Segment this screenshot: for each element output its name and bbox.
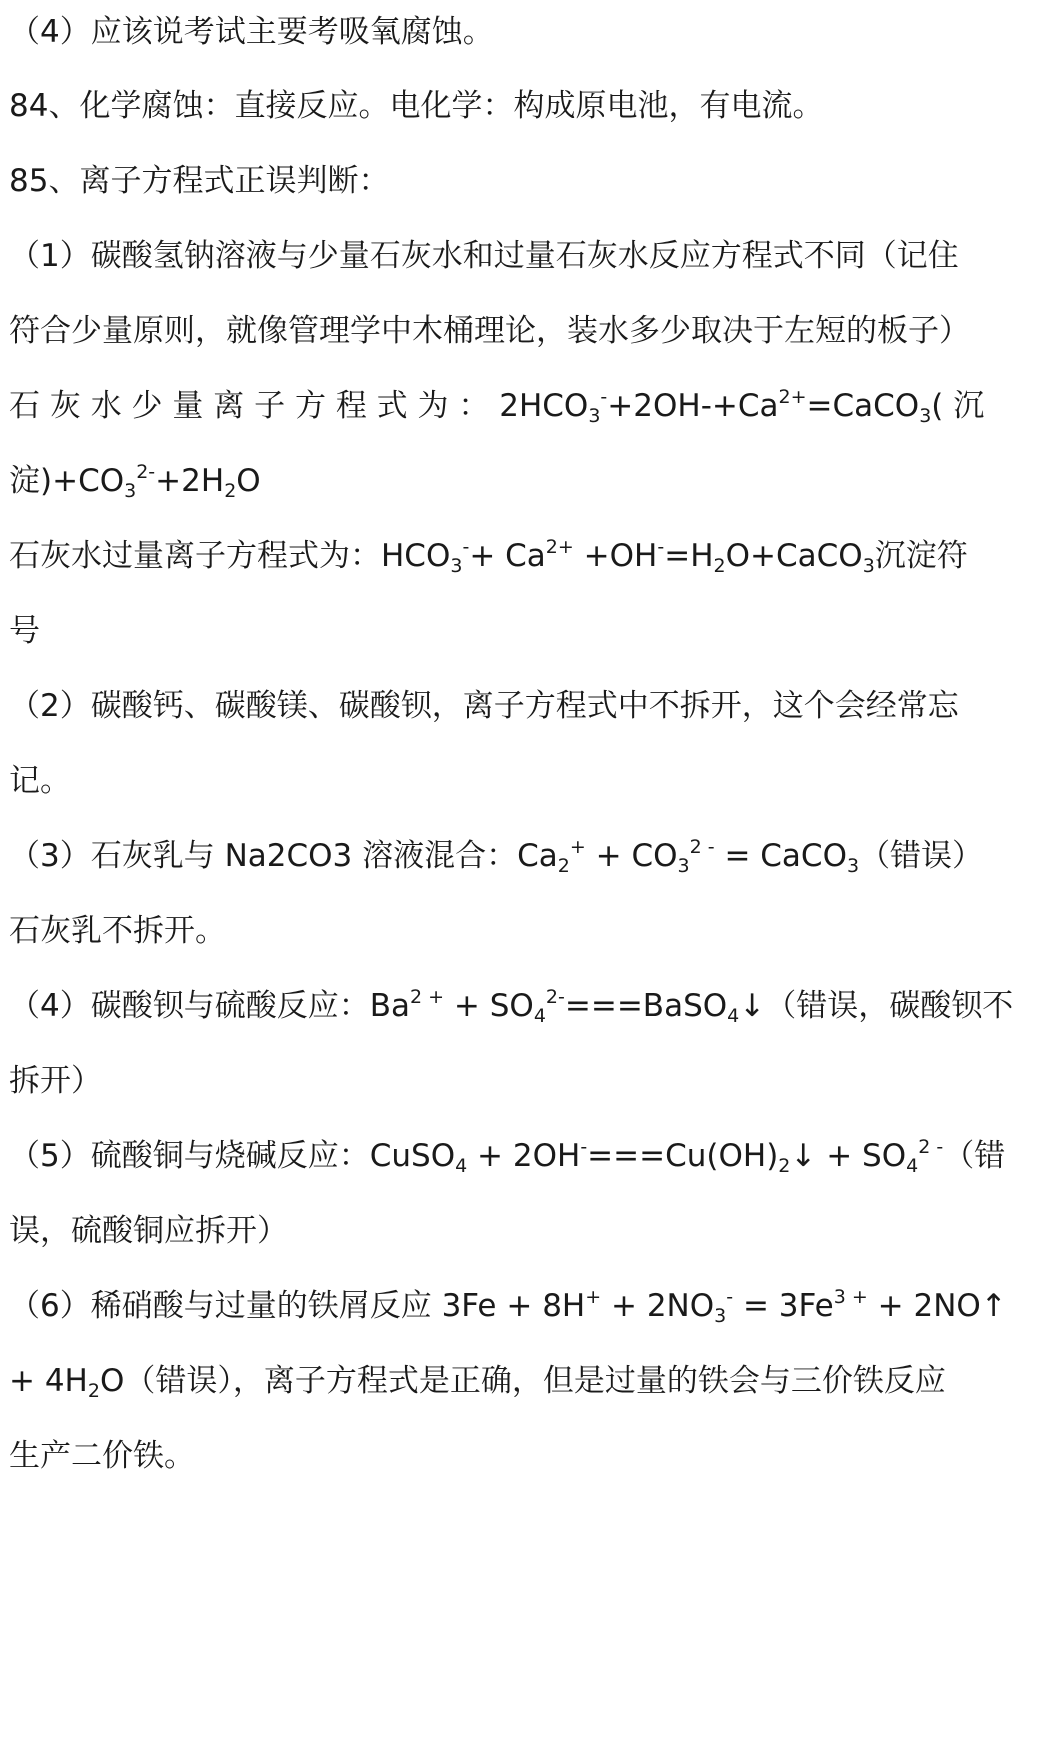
subscript: 4 bbox=[906, 1155, 919, 1176]
subscript: 2 bbox=[713, 555, 726, 576]
seg: + CO bbox=[585, 838, 678, 874]
subscript: 3 bbox=[677, 855, 690, 876]
subscript: 4 bbox=[727, 1005, 740, 1026]
seg: ===Cu(OH) bbox=[587, 1138, 779, 1174]
superscript: - bbox=[726, 1286, 734, 1308]
text-line-10: （2）碳酸钙、碳酸镁、碳酸钡，离子方程式中不拆开，这个会经常忘 bbox=[9, 688, 959, 724]
text-line-14 bbox=[9, 986, 1049, 1026]
superscript: - bbox=[462, 536, 470, 558]
superscript: 2 - bbox=[689, 836, 715, 858]
text-line-5: 符合少量原则，就像管理学中木桶理论，装水多少取决于左短的板子） bbox=[9, 313, 970, 349]
subscript: 3 bbox=[919, 405, 932, 426]
superscript: 2 - bbox=[918, 1136, 944, 1158]
seg: （5）硫酸铜与烧碱反应：CuSO bbox=[9, 1138, 456, 1174]
text-line-7 bbox=[9, 461, 1049, 501]
seg: O（错误），离子方程式是正确，但是过量的铁会与三价铁反应 bbox=[99, 1363, 946, 1399]
subscript: 2 bbox=[224, 480, 237, 501]
seg: ↓ + SO bbox=[790, 1138, 907, 1174]
subscript: 3 bbox=[846, 855, 860, 876]
superscript: 2- bbox=[545, 986, 565, 1008]
superscript: 3 + bbox=[833, 1286, 868, 1308]
seg: = 3Fe bbox=[733, 1288, 834, 1324]
text-line-4: （1）碳酸氢钠溶液与少量石灰水和过量石灰水反应方程式不同（记住 bbox=[9, 238, 959, 274]
text-line-17: 误，硫酸铜应拆开） bbox=[9, 1213, 288, 1249]
text-line-19 bbox=[9, 1361, 1049, 1401]
subscript: 3 bbox=[714, 1305, 727, 1326]
text-line-3: 85、离子方程式正误判断： bbox=[9, 163, 390, 199]
seg: + Ca bbox=[469, 538, 546, 574]
superscript: - bbox=[657, 536, 665, 558]
seg: 石 灰 水 少 量 离 子 方 程 式 为 ： 2HCO bbox=[9, 388, 589, 424]
text-line-6 bbox=[9, 386, 1049, 426]
superscript: - bbox=[600, 386, 608, 408]
seg: + 2NO bbox=[601, 1288, 715, 1324]
seg: +2OH-+Ca bbox=[607, 388, 779, 424]
superscript: 2+ bbox=[778, 386, 807, 408]
superscript: - bbox=[580, 1136, 588, 1158]
subscript: 4 bbox=[455, 1155, 468, 1176]
subscript: 3 bbox=[124, 480, 137, 501]
seg: 沉淀符 bbox=[874, 538, 968, 574]
seg: O+CaCO bbox=[725, 538, 863, 574]
subscript: 3 bbox=[450, 555, 463, 576]
seg: +2H bbox=[155, 463, 225, 499]
subscript: 2 bbox=[557, 855, 570, 876]
subscript: 3 bbox=[588, 405, 601, 426]
seg: =CaCO bbox=[806, 388, 920, 424]
seg: ↓（错误，碳酸钡不 bbox=[739, 988, 1014, 1024]
text-line-13: 石灰乳不拆开。 bbox=[9, 913, 226, 949]
seg: （错误） bbox=[859, 838, 984, 874]
seg: = CaCO bbox=[714, 838, 847, 874]
seg: 淀)+CO bbox=[9, 463, 125, 499]
text-line-20: 生产二价铁。 bbox=[9, 1438, 195, 1474]
superscript: + bbox=[569, 836, 586, 858]
text-line-12 bbox=[9, 836, 1049, 876]
seg: 石灰水过量离子方程式为：HCO bbox=[9, 538, 451, 574]
seg: ===BaSO bbox=[564, 988, 728, 1024]
seg: O bbox=[236, 463, 261, 499]
seg: + SO bbox=[444, 988, 534, 1024]
text-line-18 bbox=[9, 1286, 1049, 1326]
subscript: 2 bbox=[87, 1380, 100, 1401]
seg: （6）稀硝酸与过量的铁屑反应 3Fe + 8H bbox=[9, 1288, 586, 1324]
seg: + 4H bbox=[9, 1363, 88, 1399]
text-line-8 bbox=[9, 536, 1049, 576]
superscript: + bbox=[585, 1286, 602, 1308]
seg: +OH bbox=[573, 538, 658, 574]
superscript: 2- bbox=[136, 461, 156, 483]
superscript: 2 + bbox=[410, 986, 445, 1008]
seg: ( 沉 bbox=[931, 388, 985, 424]
seg: （3）石灰乳与 Na2CO3 溶液混合：Ca bbox=[9, 838, 558, 874]
text-line-9: 号 bbox=[9, 613, 40, 649]
subscript: 2 bbox=[778, 1155, 791, 1176]
superscript: 2+ bbox=[545, 536, 574, 558]
text-line-2: 84、化学腐蚀：直接反应。电化学：构成原电池，有电流。 bbox=[9, 88, 824, 124]
text-line-16 bbox=[9, 1136, 1049, 1176]
seg: + 2NO↑ bbox=[867, 1288, 1007, 1324]
seg: （错 bbox=[943, 1138, 1006, 1174]
subscript: 4 bbox=[533, 1005, 546, 1026]
seg: （4）碳酸钡与硫酸反应：Ba bbox=[9, 988, 410, 1024]
text-line-1: （4）应该说考试主要考吸氧腐蚀。 bbox=[9, 14, 494, 50]
seg: + 2OH bbox=[467, 1138, 581, 1174]
text-line-15: 拆开） bbox=[9, 1063, 102, 1099]
text-line-11: 记。 bbox=[9, 763, 71, 799]
subscript: 3 bbox=[862, 555, 875, 576]
seg: =H bbox=[664, 538, 714, 574]
